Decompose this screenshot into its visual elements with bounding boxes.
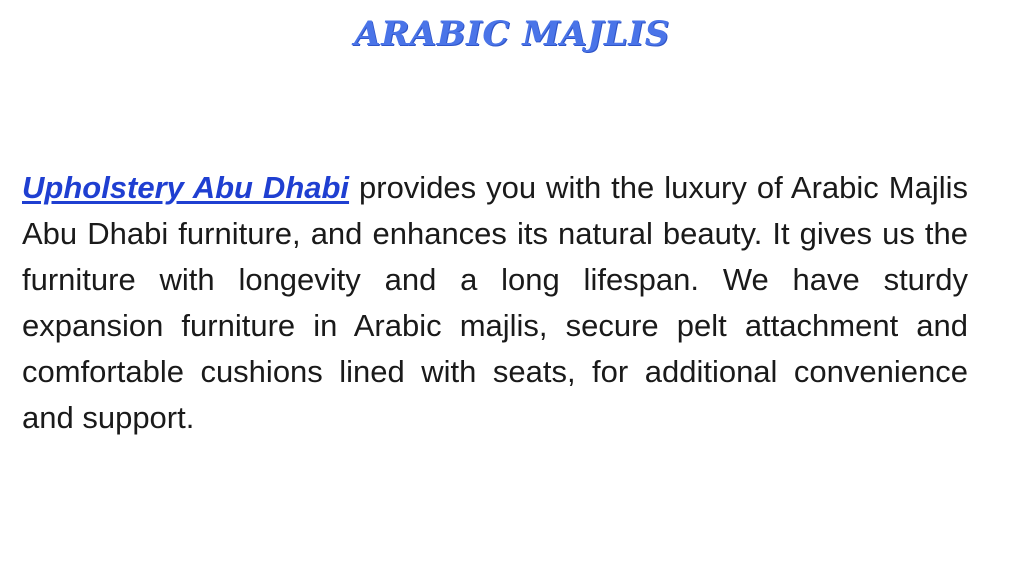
body-paragraph	[22, 165, 968, 441]
slide-title: ARABIC MAJLIS	[354, 14, 670, 54]
upholstery-abu-dhabi-link[interactable]: Upholstery Abu Dhabi	[22, 170, 350, 205]
body-text: provides you with the luxury of Arabic Majlis Abu Dhabi furniture, and enhances its natural beauty. It gives us the furniture with longevity and a long lifespan. We have sturdy expansion furniture in Arabic majlis, secure pelt attachment and comfortable cushions lined with seats, for additional convenience and support.	[22, 170, 968, 435]
